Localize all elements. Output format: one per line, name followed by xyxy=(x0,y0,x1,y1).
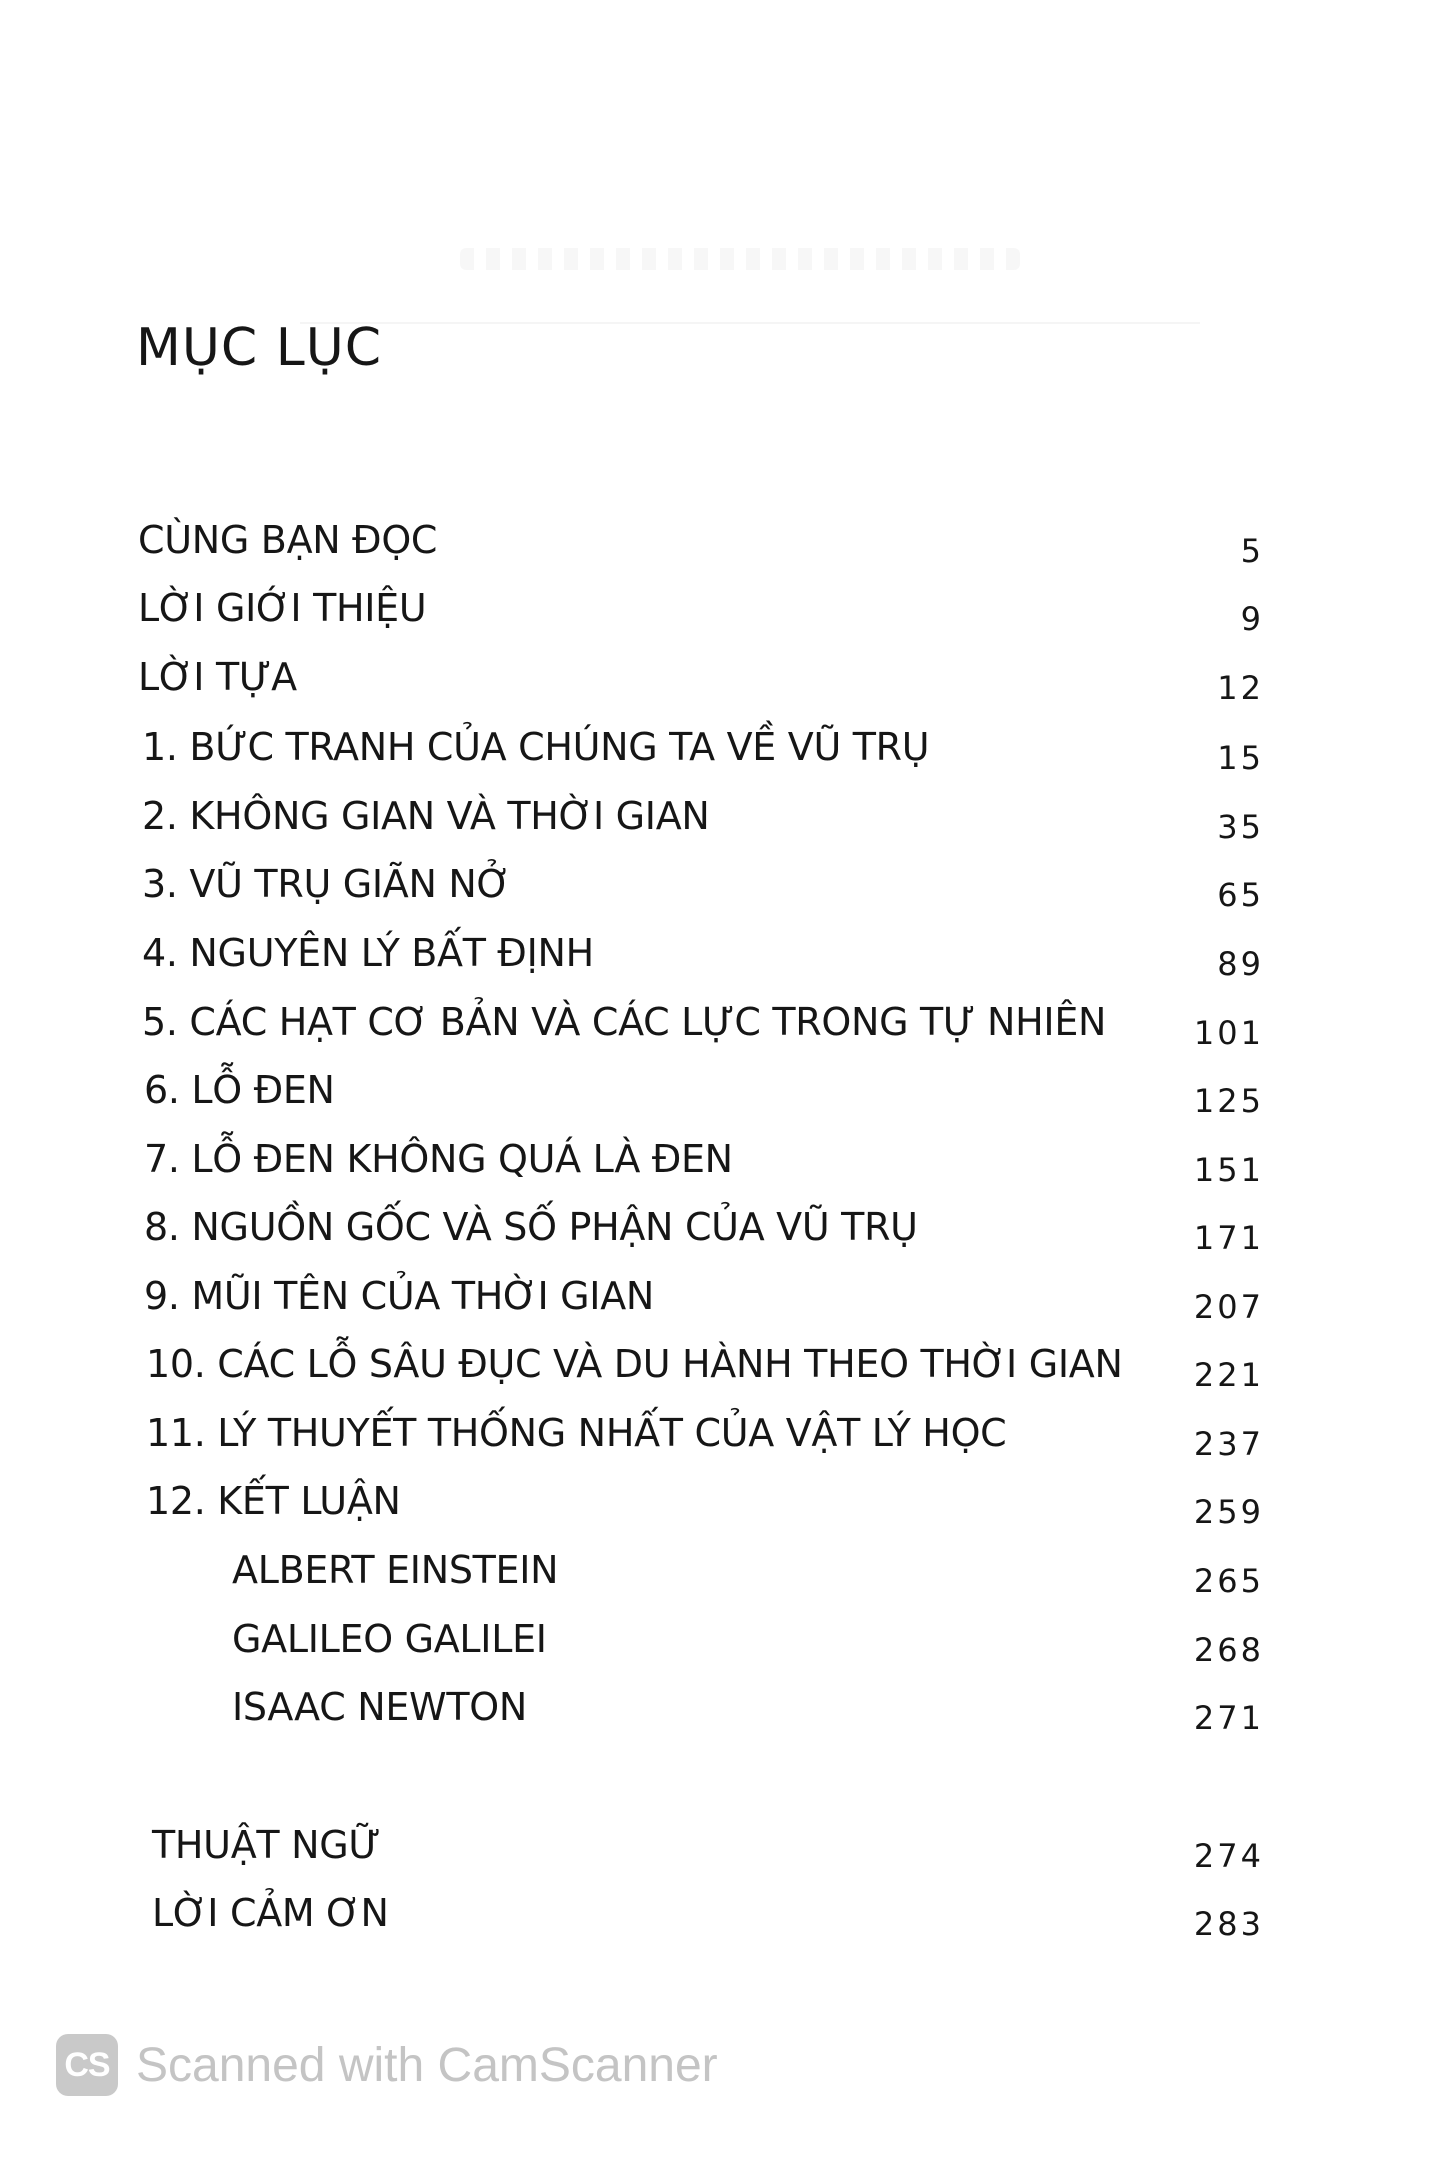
toc-entry xyxy=(0,931,1432,993)
toc-subentry xyxy=(0,1685,1432,1747)
toc-subentry xyxy=(0,1548,1432,1610)
toc-entry-label: 8. NGUỒN GỐC VÀ SỐ PHẬN CỦA VŨ TRỤ xyxy=(144,1205,918,1249)
toc-entry-page: 274 xyxy=(1193,1837,1264,1875)
toc-entry-page: 151 xyxy=(1193,1151,1264,1189)
toc-entry-page: 221 xyxy=(1193,1356,1264,1394)
toc-entry xyxy=(0,1411,1432,1473)
toc-entry-page: 271 xyxy=(1193,1699,1264,1737)
toc-entry-page: 12 xyxy=(1217,669,1264,707)
toc-entry xyxy=(0,1068,1432,1130)
toc-entry-label: 5. CÁC HẠT CƠ BẢN VÀ CÁC LỰC TRONG TỰ NHIÊN xyxy=(142,1000,1107,1044)
toc-entry-label: 7. LỖ ĐEN KHÔNG QUÁ LÀ ĐEN xyxy=(144,1137,733,1181)
toc-entry-page: 283 xyxy=(1193,1905,1264,1943)
toc-entry-page: 268 xyxy=(1193,1631,1264,1669)
toc-entry-label: LỜI TỰA xyxy=(138,655,297,699)
toc-entry-page: 5 xyxy=(1240,532,1264,570)
toc-entry-label: THUẬT NGỮ xyxy=(152,1823,381,1867)
bleed-through-line xyxy=(300,322,1200,324)
toc-title: MỤC LỤC xyxy=(136,318,383,378)
toc-entry xyxy=(0,725,1432,787)
toc-entry-label: LỜI CẢM ƠN xyxy=(152,1891,389,1935)
toc-entry xyxy=(0,1274,1432,1336)
toc-entry-page: 171 xyxy=(1193,1219,1264,1257)
toc-entry-page: 65 xyxy=(1217,876,1264,914)
toc-entry xyxy=(0,1137,1432,1199)
toc-entry-label: ALBERT EINSTEIN xyxy=(232,1548,559,1592)
toc-entry-page: 259 xyxy=(1193,1493,1264,1531)
toc-entry-page: 237 xyxy=(1193,1425,1264,1463)
toc-entry-page: 15 xyxy=(1217,739,1264,777)
toc-entry-label: 2. KHÔNG GIAN VÀ THỜI GIAN xyxy=(142,794,710,838)
watermark-text: Scanned with CamScanner xyxy=(136,2038,718,2092)
toc-entry-page: 89 xyxy=(1217,945,1264,983)
toc-entry-label: 10. CÁC LỖ SÂU ĐỤC VÀ DU HÀNH THEO THỜI GIAN xyxy=(146,1342,1123,1386)
toc-entry xyxy=(0,1342,1432,1404)
toc-entry-label: 3. VŨ TRỤ GIÃN NỞ xyxy=(142,862,511,906)
toc-entry-label: 12. KẾT LUẬN xyxy=(146,1479,401,1523)
camscanner-watermark xyxy=(56,2032,718,2098)
camscanner-logo-icon: CS xyxy=(56,2034,118,2096)
toc-entry-label: LỜI GIỚI THIỆU xyxy=(138,586,427,630)
toc-entry xyxy=(0,655,1432,717)
toc-entry-label: 6. LỖ ĐEN xyxy=(144,1068,335,1112)
toc-entry-label: 11. LÝ THUYẾT THỐNG NHẤT CỦA VẬT LÝ HỌC xyxy=(146,1411,1007,1455)
toc-entry xyxy=(0,1823,1432,1885)
toc-entry-page: 101 xyxy=(1193,1014,1264,1052)
toc-subentry xyxy=(0,1617,1432,1679)
toc-entry-label: ISAAC NEWTON xyxy=(232,1685,527,1729)
toc-entry xyxy=(0,518,1432,580)
toc-entry xyxy=(0,794,1432,856)
toc-entry-label: 9. MŨI TÊN CỦA THỜI GIAN xyxy=(144,1274,655,1318)
toc-entry-label: GALILEO GALILEI xyxy=(232,1617,547,1661)
toc-entry xyxy=(0,862,1432,924)
toc-entry xyxy=(0,1479,1432,1541)
toc-entry-page: 35 xyxy=(1217,808,1264,846)
toc-entry-label: CÙNG BẠN ĐỌC xyxy=(138,518,438,562)
toc-entry-page: 265 xyxy=(1193,1562,1264,1600)
toc-entry xyxy=(0,1000,1432,1062)
toc-entry-label: 4. NGUYÊN LÝ BẤT ĐỊNH xyxy=(142,931,594,975)
toc-entry-page: 207 xyxy=(1193,1288,1264,1326)
toc-entry xyxy=(0,1891,1432,1953)
toc-entry-label: 1. BỨC TRANH CỦA CHÚNG TA VỀ VŨ TRỤ xyxy=(142,725,930,769)
toc-entry xyxy=(0,1205,1432,1267)
toc-entry-page: 9 xyxy=(1240,600,1264,638)
toc-entry xyxy=(0,586,1432,648)
toc-entry-page: 125 xyxy=(1193,1082,1264,1120)
bleed-through-marks xyxy=(460,248,1020,270)
